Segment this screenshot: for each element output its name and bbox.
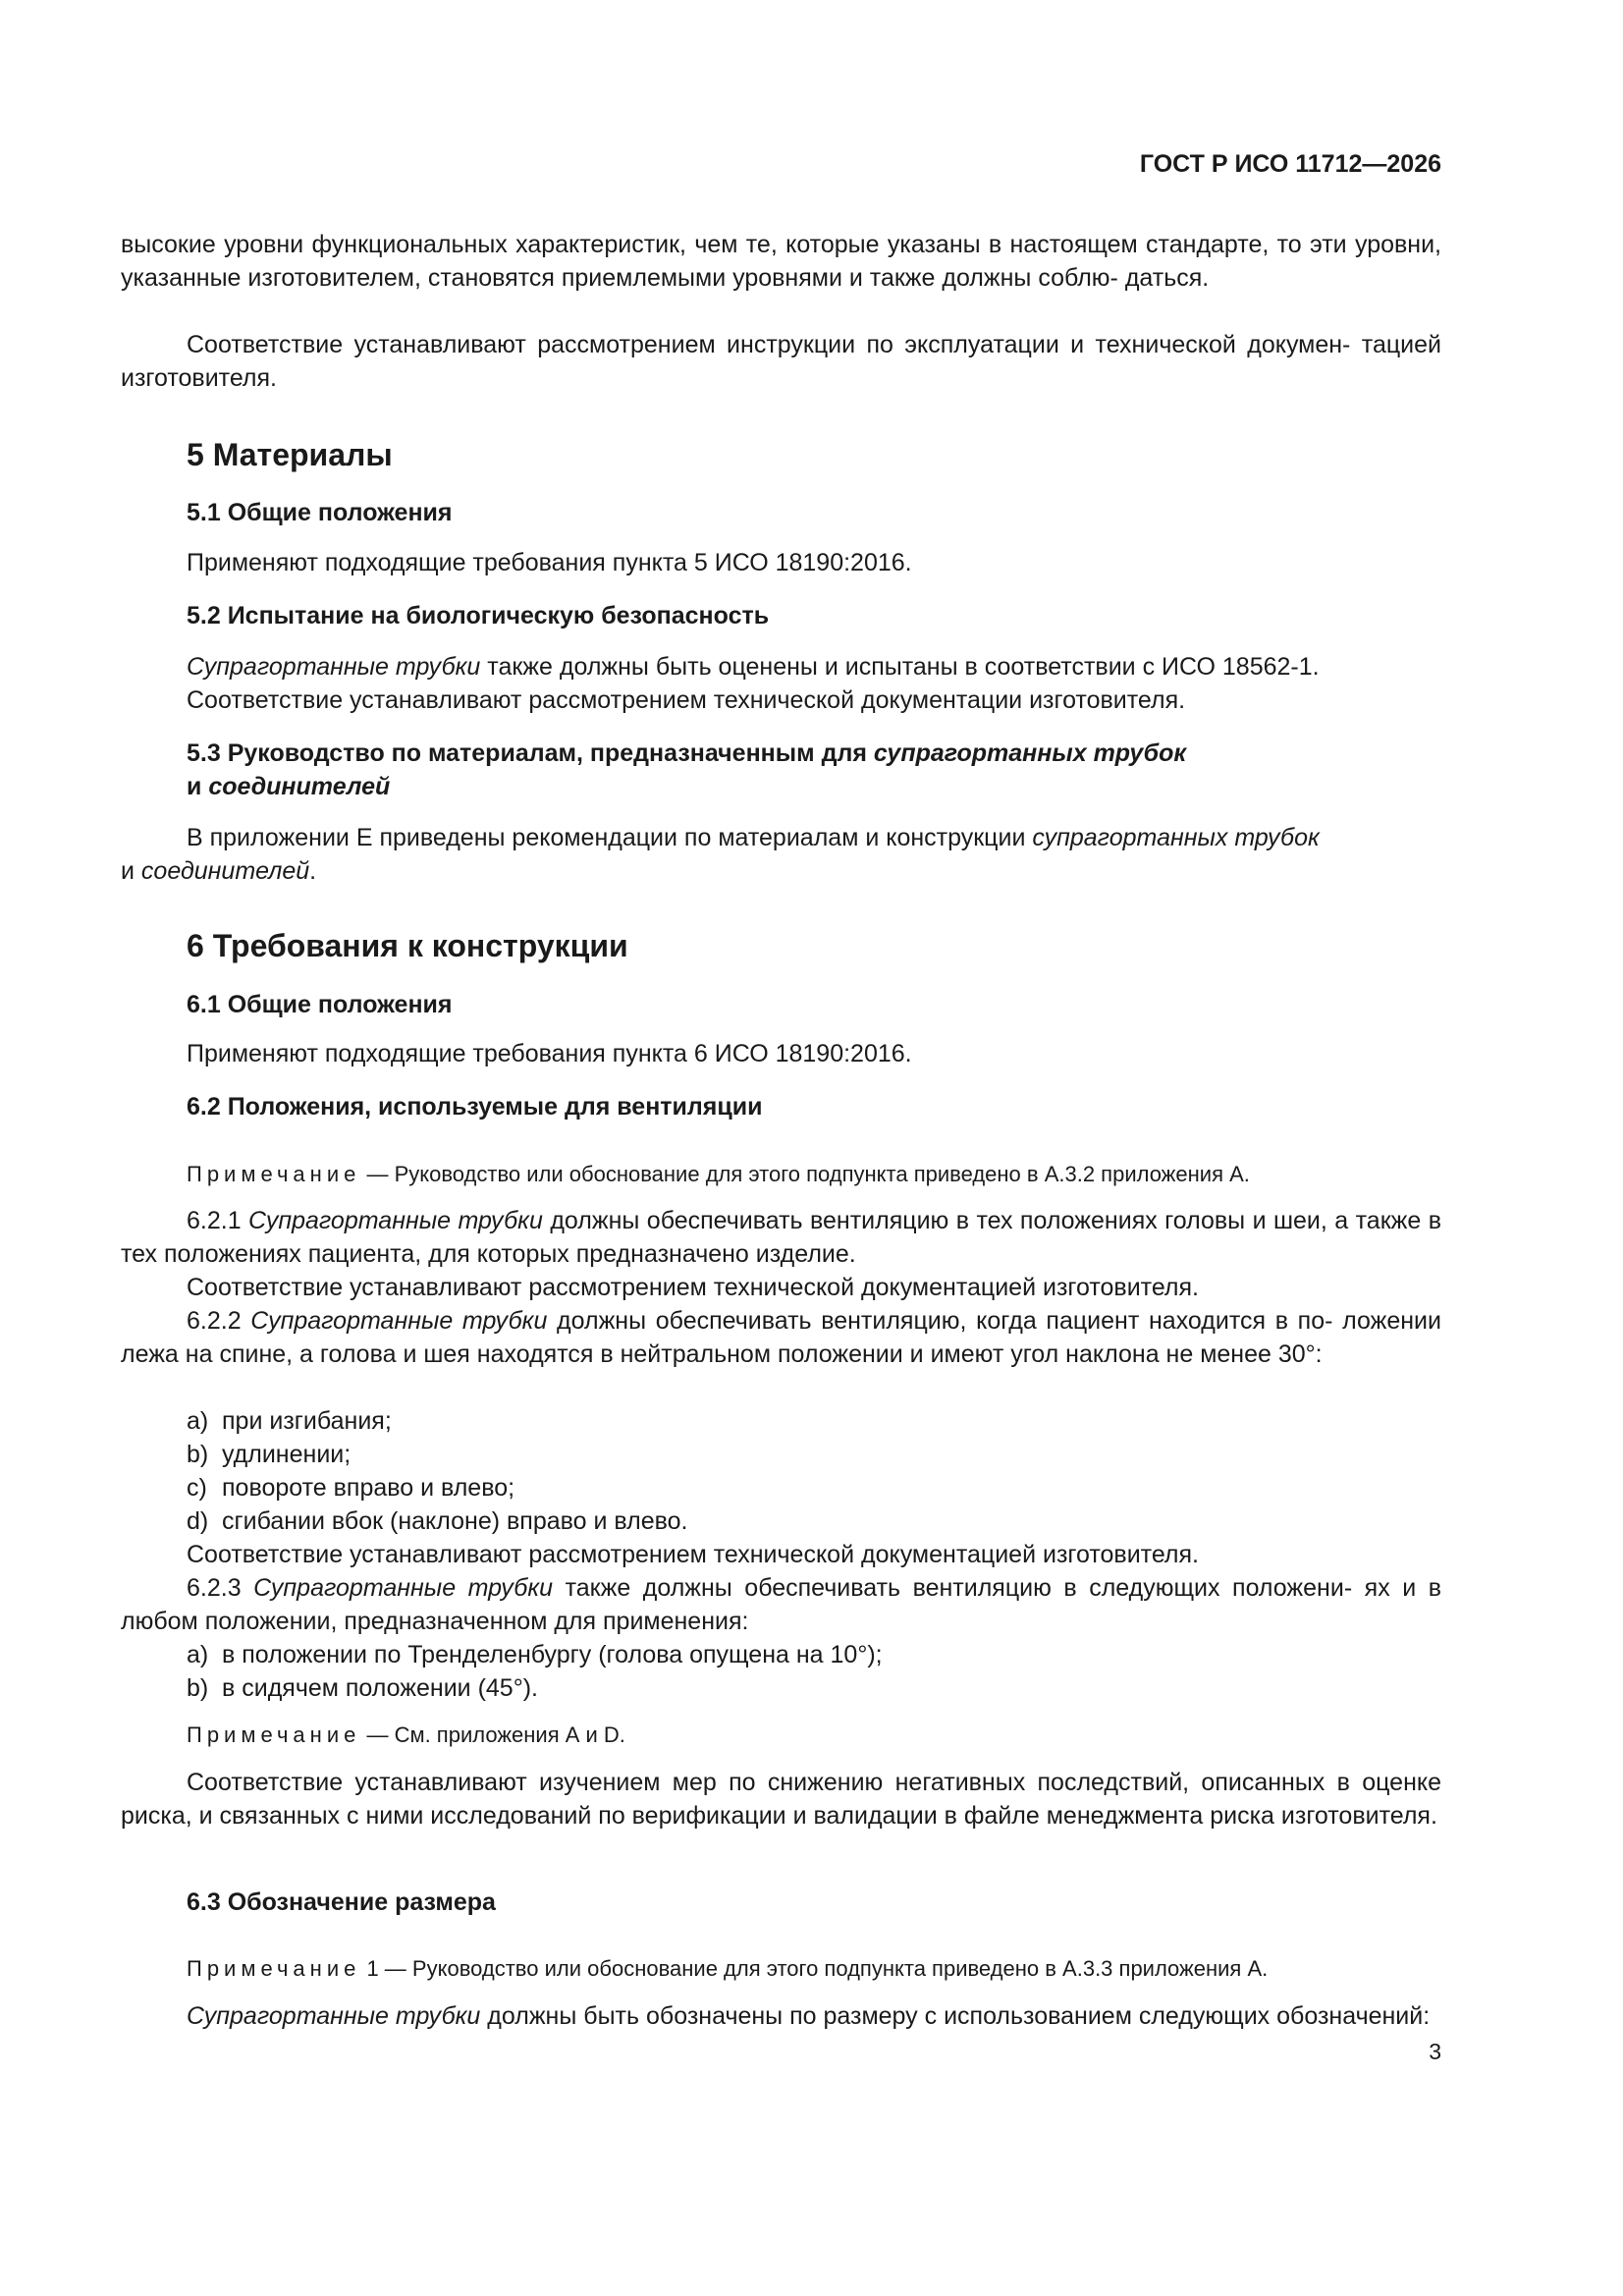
list-item: d) сгибании вбок (наклоне) вправо и влево. [187, 1507, 688, 1535]
note-6-3: Примечание 1 — Руководство или обоснование для этого подпункта приведено в А.3.3 приложения А. [187, 1956, 1269, 1981]
list-item: a) в положении по Тренделенбургу (голова опущена на 10°); [187, 1641, 883, 1668]
section-5-3-title: 5.3 Руководство по материалам, предназначенным для супрагортанных трубок [187, 739, 1187, 767]
paragraph-6-2-2-conformity: Соответствие устанавливают рассмотрением технической документацией изготовителя. [187, 1541, 1199, 1568]
intro-paragraph-1: высокие уровни функциональных характеристик, чем те, которые указаны в настоящем стандарте, то эти уровни, указанные изготовителем, становятся приемлемыми уровнями и также должны соблю- даться. [121, 231, 1441, 292]
paragraph-6-2-2: 6.2.2 Супрагортанные трубки должны обеспечивать вентиляцию, когда пациент находится в по- ложении лежа на спине, а голова и шея находятся в нейтральном положении и имеют угол наклона не менее 30°: [121, 1307, 1441, 1368]
page-number: 3 [1429, 2039, 1441, 2064]
note-6-2-3: Примечание — См. приложения А и D. [187, 1722, 625, 1747]
paragraph-6-2-1: 6.2.1 Супрагортанные трубки должны обеспечивать вентиляцию в тех положениях головы и шеи, а также в тех положениях пациента, для которых предназначено изделие. [121, 1207, 1441, 1268]
section-6-1-title: 6.1 Общие положения [187, 991, 453, 1018]
paragraph-6-2-3: 6.2.3 Супрагортанные трубки также должны обеспечивать вентиляцию в следующих положени- ях и в любом положении, предназначенном для применения: [121, 1574, 1442, 1635]
intro-paragraph-2: Соответствие устанавливают рассмотрением инструкции по эксплуатации и технической докумен- тацией изготовителя. [121, 331, 1441, 392]
section-6-title: 6 Требования к конструкции [187, 928, 628, 963]
paragraph-6-2-3-conformity: Соответствие устанавливают изучением мер по снижению негативных последствий, описанных в оценке риска, и связанных с ними исследований по верификации и валидации в файле менеджмента риска изготовителя. [121, 1769, 1441, 1830]
section-5-3-text-line2: и соединителей. [121, 857, 317, 885]
list-item: b) в сидячем положении (45°). [187, 1674, 538, 1702]
section-5-2-text: Супрагортанные трубки также должны быть оценены и испытаны в соответствии с ИСО 18562-1. [187, 653, 1320, 681]
list-item: b) удлинении; [187, 1441, 352, 1468]
list-item: c) повороте вправо и влево; [187, 1474, 515, 1502]
paragraph-6-2-1-conformity: Соответствие устанавливают рассмотрением технической документацией изготовителя. [187, 1274, 1199, 1301]
section-5-3-title-line2: и соединителей [187, 773, 391, 800]
section-6-3-title: 6.3 Обозначение размера [187, 1888, 496, 1916]
term-supraglottic-tubes: Супрагортанные трубки [187, 653, 481, 681]
document-code: ГОСТ Р ИСО 11712—2026 [1139, 150, 1441, 178]
section-5-3-text: В приложении Е приведены рекомендации по материалам и конструкции супрагортанных трубок [187, 824, 1320, 851]
list-item: a) при изгибания; [187, 1407, 392, 1435]
section-5-1-title: 5.1 Общие положения [187, 499, 453, 526]
section-5-2-title: 5.2 Испытание на биологическую безопасность [187, 602, 770, 629]
section-6-2-title: 6.2 Положения, используемые для вентиляции [187, 1093, 763, 1121]
section-5-title: 5 Материалы [187, 437, 393, 472]
section-5-2-conformity: Соответствие устанавливают рассмотрением технической документации изготовителя. [187, 686, 1186, 714]
note-6-2: Примечание — Руководство или обоснование для этого подпункта приведено в А.3.2 приложения А. [187, 1162, 1250, 1186]
section-5-1-text: Применяют подходящие требования пункта 5 ИСО 18190:2016. [187, 549, 912, 576]
section-6-1-text: Применяют подходящие требования пункта 6 ИСО 18190:2016. [187, 1040, 912, 1067]
paragraph-6-3: Супрагортанные трубки должны быть обозначены по размеру с использованием следующих обозначений: [187, 2002, 1431, 2030]
